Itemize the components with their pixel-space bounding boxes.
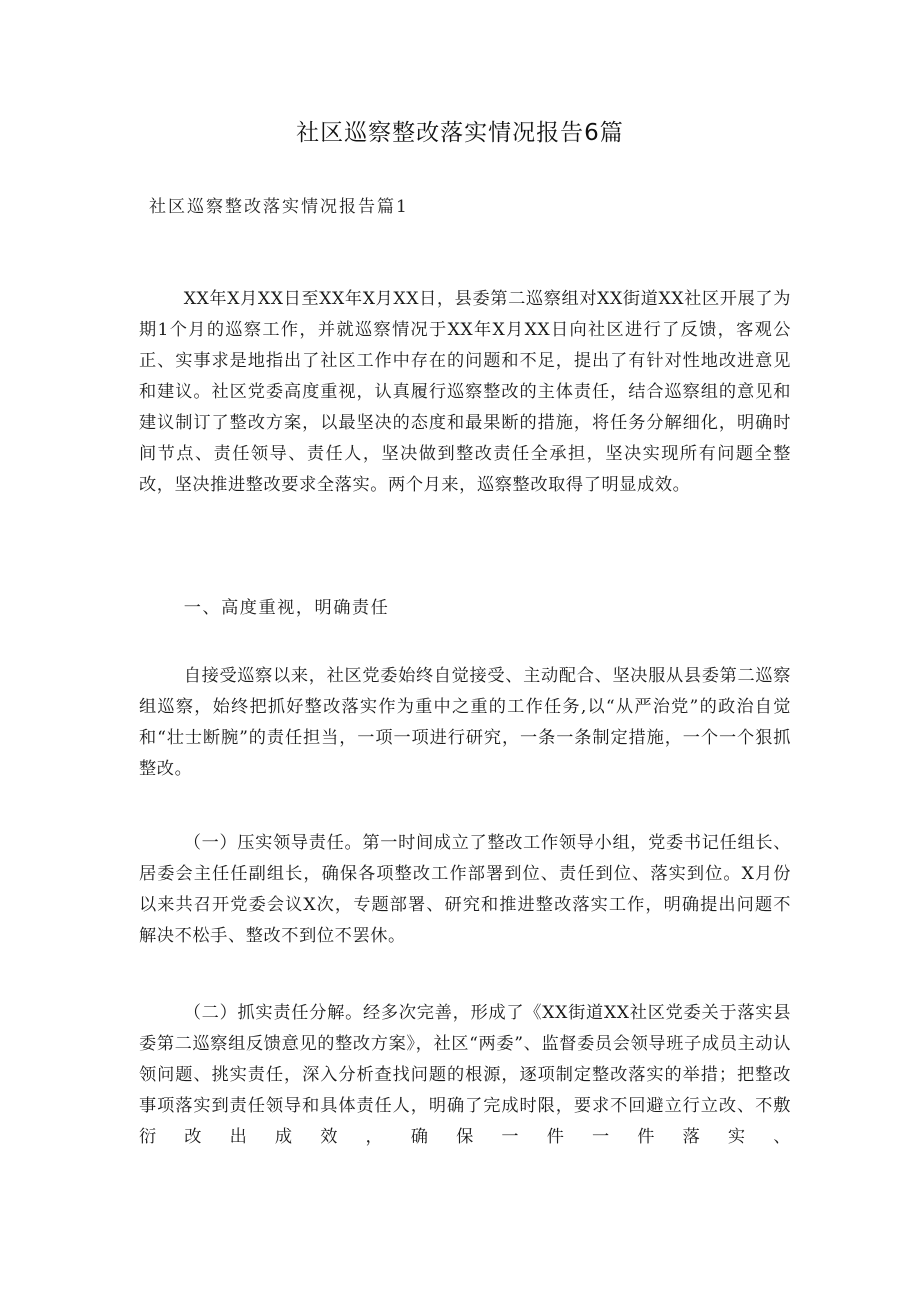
intro-paragraph-block	[139, 284, 791, 501]
intro-paragraph: XX年X月XX日至XX年X月XX日，县委第二巡察组对XX街道XX社区开展了为期1个月的巡察工作，并就巡察情况于XX年X月XX日向社区进行了反馈，客观公正、实事求是地指出了社区工作中存在的问题和不足，提出了有针对性地改进意见和建议。社区党委高度重视，认真履行巡察整改的主体责任，结合巡察组的意见和建议制订了整改方案，以最坚决的态度和最果断的措施，将任务分解细化，明确时间节点、责任领导、责任人，坚决做到整改责任全承担，坚决实现所有问题全整改，坚决推进整改要求全落实。两个月来，巡察整改取得了明显成效。	[139, 289, 791, 495]
subheading-1: 一、高度重视，明确责任	[183, 598, 390, 618]
paragraph-4: （二）抓实责任分解。经多次完善，形成了《XX街道XX社区党委关于落实县委第二巡察组反馈意见的整改方案》，社区“两委”、监督委员会领导班子成员主动认领问题、挑实责任，深入分析查找问题的根源，逐项制定整改落实的举措；把整改事项落实到责任领导和具体责任人，明确了完成时限，要求不回避立行立改、不敷衍改出成效，确保一件一件落实、	[139, 1003, 791, 1147]
paragraph-3-block	[139, 828, 791, 952]
document-title: 社区巡察整改落实情况报告6篇	[296, 120, 624, 146]
section-heading: 社区巡察整改落实情况报告篇1	[149, 197, 409, 217]
paragraph-2-block	[139, 661, 791, 785]
paragraph-2: 自接受巡察以来，社区党委始终自觉接受、主动配合、坚决服从县委第二巡察组巡察，始终把抓好整改落实作为重中之重的工作任务,以“从严治党”的政治自觉和“壮士断腕”的责任担当，一项一项进行研究，一条一条制定措施，一个一个狠抓整改。	[139, 666, 791, 779]
paragraph-3: （一）压实领导责任。第一时间成立了整改工作领导小组，党委书记任组长、居委会主任任副组长，确保各项整改工作部署到位、责任到位、落实到位。X月份以来共召开党委会议X次，专题部署、研究和推进整改落实工作，明确提出问题不解决不松手、整改不到位不罢休。	[139, 833, 791, 946]
subheading-block	[139, 593, 791, 624]
paragraph-4-block	[139, 998, 791, 1184]
